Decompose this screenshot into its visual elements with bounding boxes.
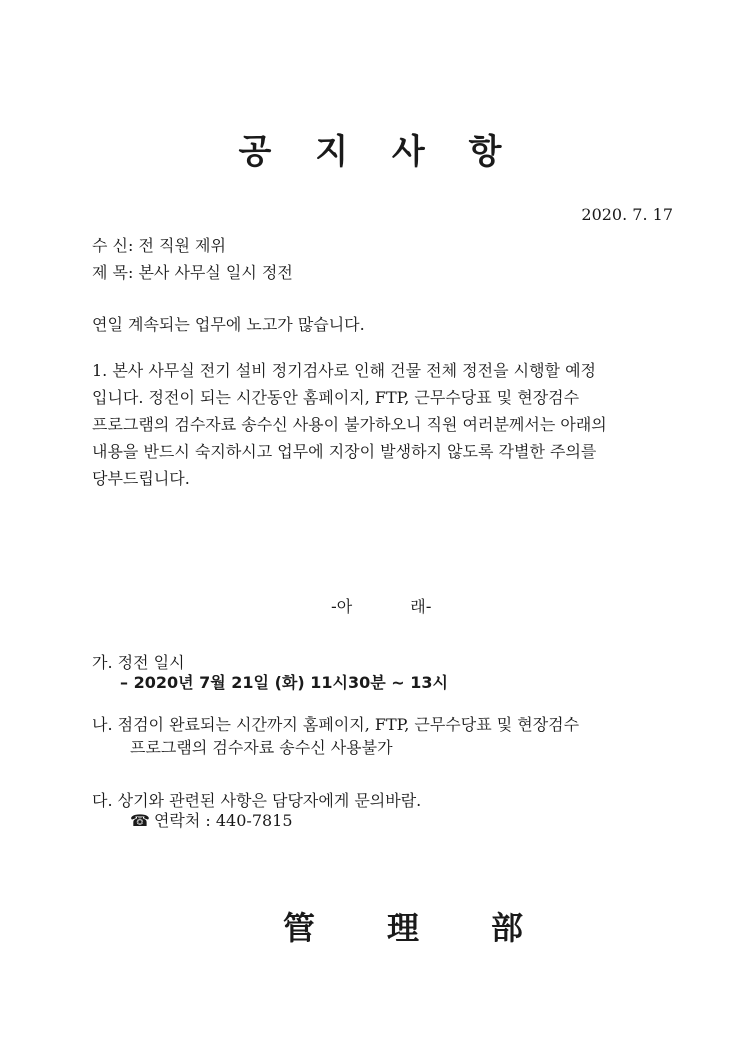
contact-text: 연락처 : 440-7815 [153, 811, 293, 830]
body-line: 프로그램의 검수자료 송수신 사용이 불가하오니 직원 여러분께서는 아래의 [92, 415, 607, 434]
body-line: 입니다. 정전이 되는 시간동안 홈페이지, FTP, 근무수당표 및 현장검수 [92, 388, 580, 407]
footer-char: 管 [283, 909, 316, 947]
phone-icon: ☎ [130, 811, 150, 830]
greeting-text: 연일 계속되는 업무에 노고가 많습니다. [92, 315, 365, 334]
subject-line: 제 목: 본사 사무실 일시 정전 [92, 263, 293, 282]
notice-title: 공 지 사 항 [238, 132, 518, 172]
body-line: 내용을 반드시 숙지하시고 업무에 지장이 발생하지 않도록 각별한 주의를 [92, 442, 597, 461]
body-line: 당부드립니다. [92, 469, 190, 488]
footer-char: 部 [491, 909, 524, 947]
notice-date: 2020. 7. 17 [581, 205, 673, 224]
item-a-detail: – 2020년 7월 21일 (화) 11시30분 ~ 13시 [120, 673, 448, 692]
item-c-label: 다. 상기와 관련된 사항은 담당자에게 문의바람. [92, 791, 422, 810]
department-signature [283, 903, 523, 949]
body-paragraph [92, 357, 672, 492]
separator-left: -아 [331, 597, 353, 616]
recipient-line: 수 신: 전 직원 제위 [92, 236, 226, 255]
item-a-label: 가. 정전 일시 [92, 653, 185, 672]
separator-right: 래- [410, 597, 432, 616]
item-b-line1: 나. 점검이 완료되는 시간까지 홈페이지, FTP, 근무수당표 및 현장검수 [92, 715, 580, 734]
body-line: 1. 본사 사무실 전기 설비 정기검사로 인해 건물 전체 정전을 시행할 예정 [92, 361, 596, 380]
footer-char: 理 [387, 909, 420, 947]
item-b-line2: 프로그램의 검수자료 송수신 사용불가 [130, 738, 393, 757]
section-separator [331, 594, 431, 617]
contact-line [130, 808, 293, 831]
